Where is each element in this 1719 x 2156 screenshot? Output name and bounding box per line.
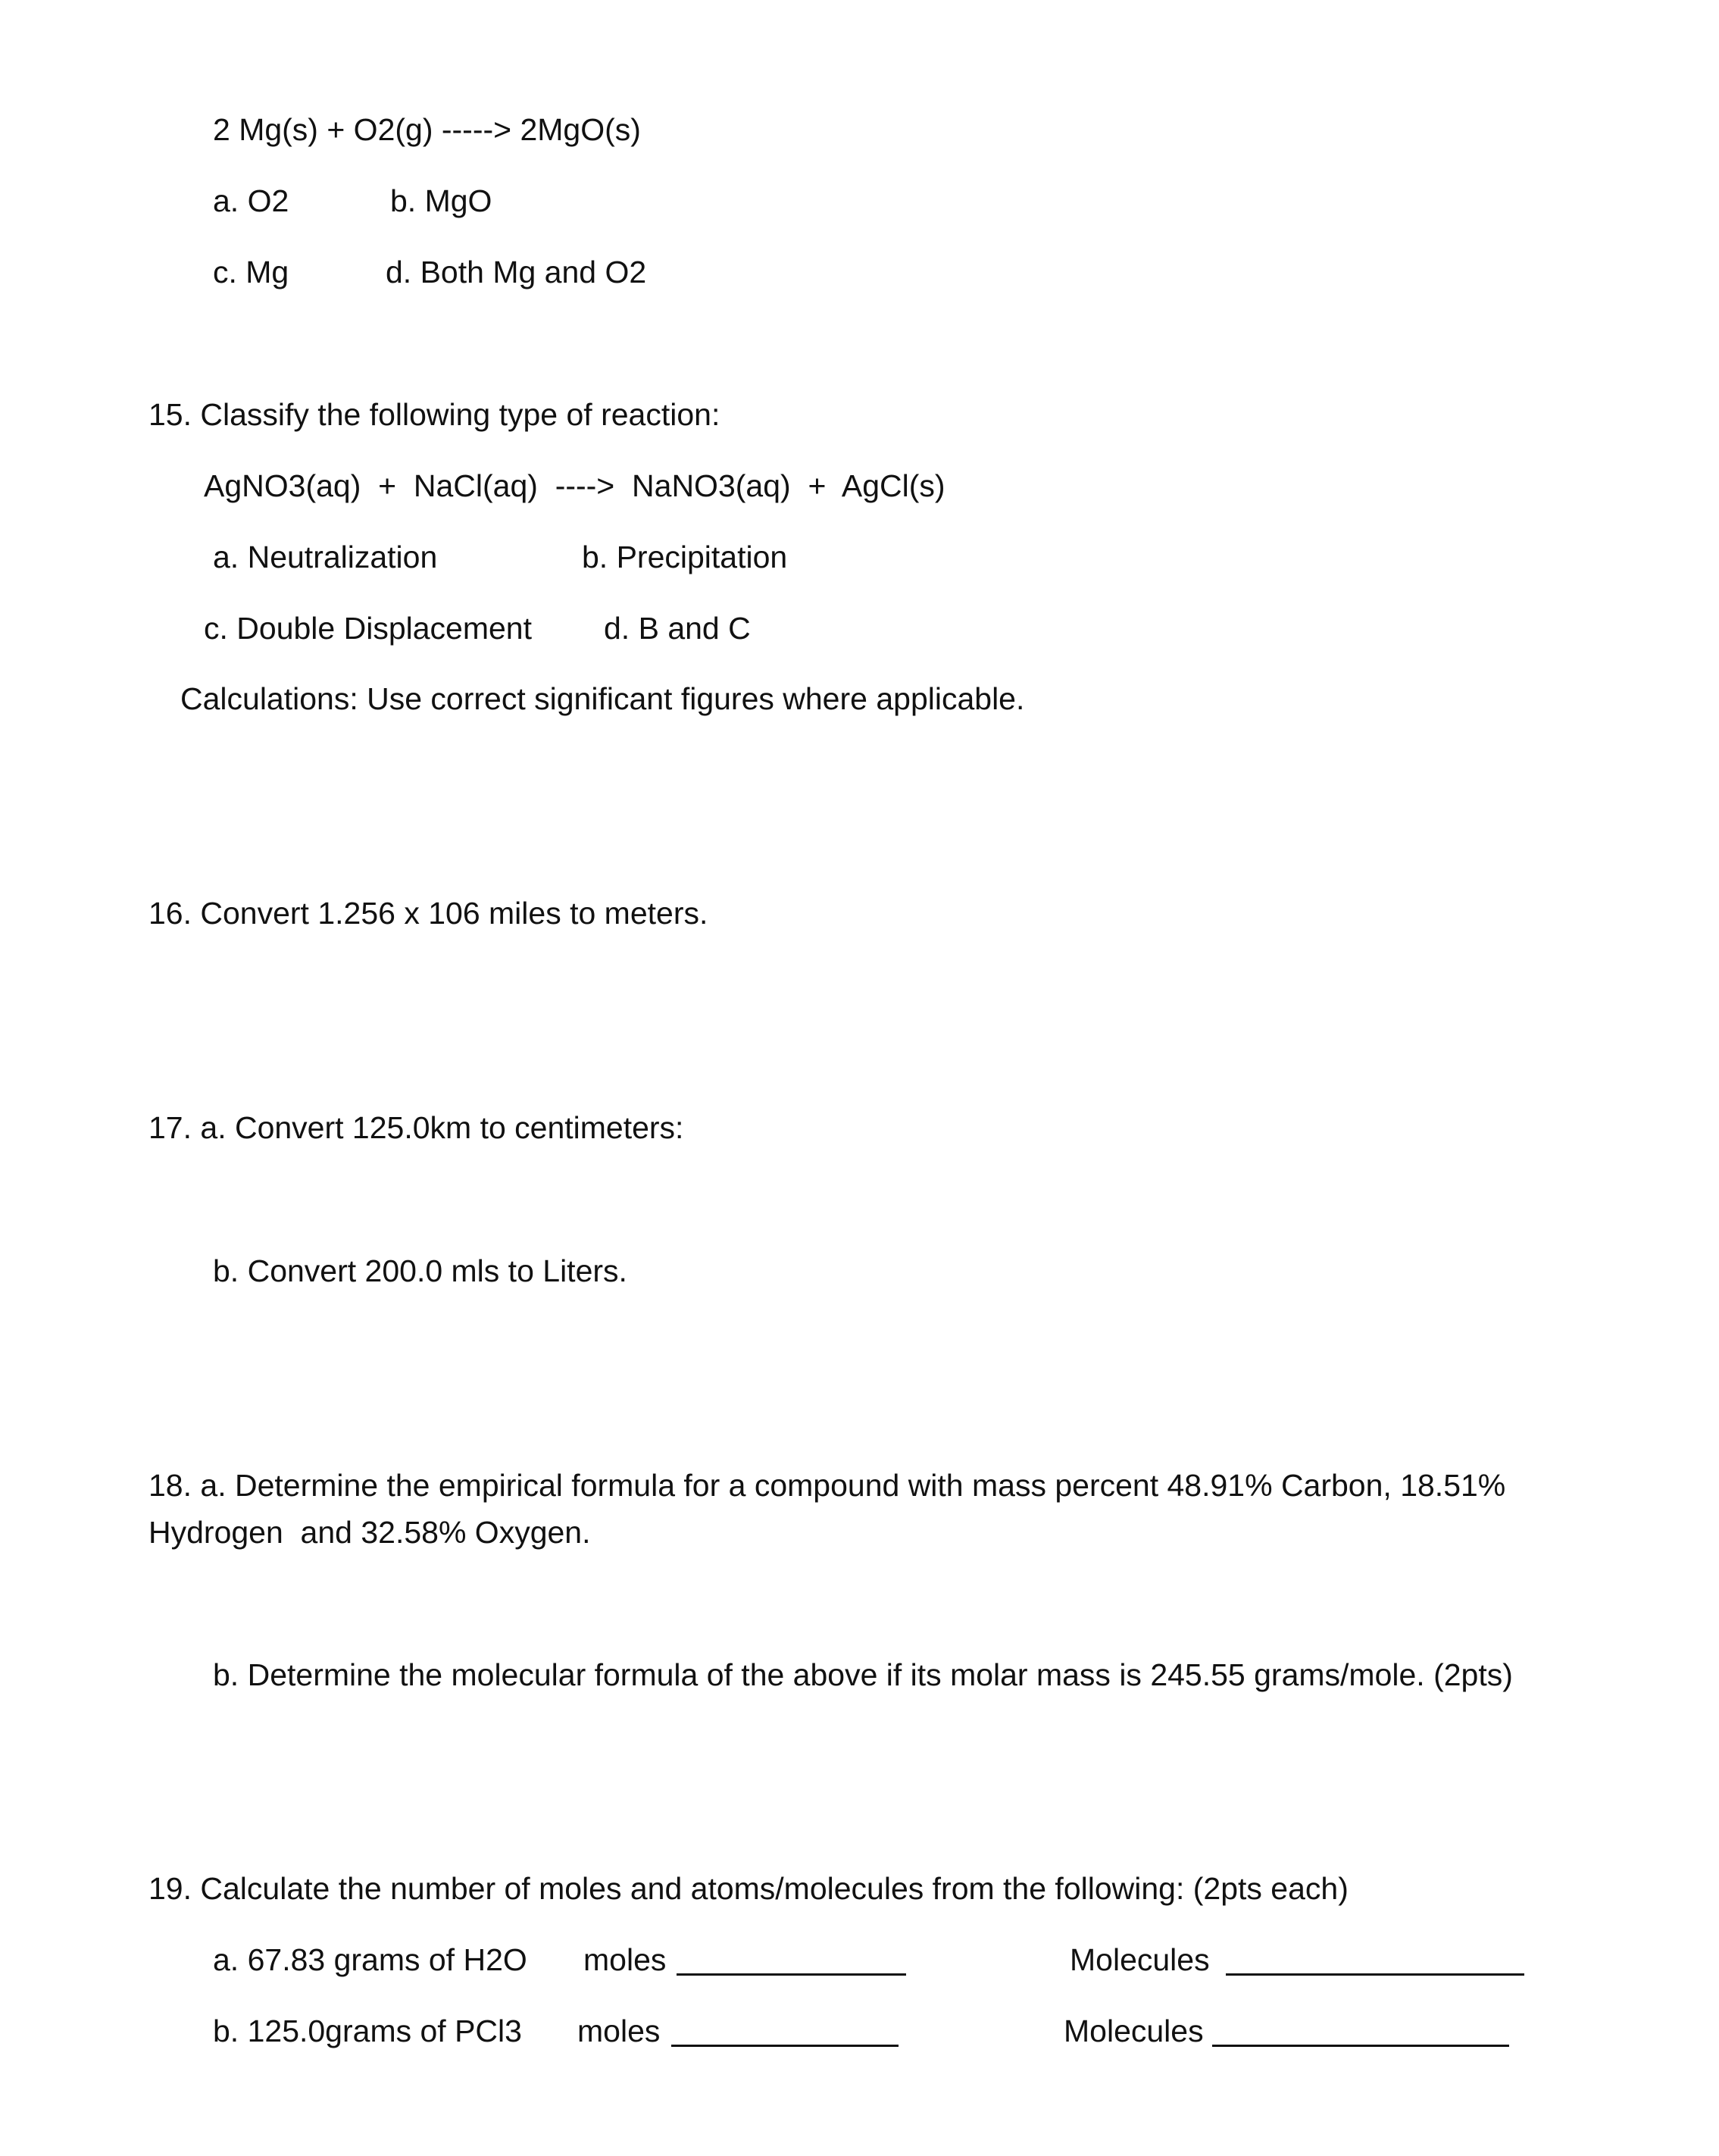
q19-row-b-moles-label: moles <box>577 2014 661 2048</box>
q14-option-b: b. MgO <box>390 183 492 218</box>
q15-option-a: a. Neutralization <box>213 540 438 574</box>
q15-equation: AgNO3(aq) + NaCl(aq) ----> NaNO3(aq) + AgCl(s) <box>204 468 945 503</box>
q17-part-b: b. Convert 200.0 mls to Liters. <box>213 1253 627 1288</box>
q18-part-a-line2: Hydrogen and 32.58% Oxygen. <box>148 1515 591 1550</box>
q19-row-b-molecules-blank[interactable] <box>1212 2045 1509 2047</box>
q18-part-b: b. Determine the molecular formula of the above if its molar mass is 245.55 grams/mole. (2pts) <box>213 1657 1513 1692</box>
q19-row-a-label: a. 67.83 grams of H2O <box>213 1942 527 1977</box>
q18-part-a-line1: 18. a. Determine the empirical formula for a compound with mass percent 48.91% Carbon, 18.51% <box>148 1468 1506 1503</box>
q19-row-b-label: b. 125.0grams of PCl3 <box>213 2014 522 2048</box>
q17-part-a: 17. a. Convert 125.0km to centimeters: <box>148 1110 684 1145</box>
q14-equation: 2 Mg(s) + O2(g) -----> 2MgO(s) <box>213 112 641 147</box>
q19-question: 19. Calculate the number of moles and atoms/molecules from the following: (2pts each) <box>148 1871 1349 1906</box>
q19-row-a-moles-blank[interactable] <box>677 1973 906 1976</box>
q19-row-b-molecules-label: Molecules <box>1064 2014 1204 2048</box>
calculations-header: Calculations: Use correct significant figures where applicable. <box>180 681 1025 716</box>
q19-row-a-molecules-blank[interactable] <box>1226 1973 1524 1976</box>
q19-row-a-molecules-label: Molecules <box>1070 1942 1210 1977</box>
q15-option-b: b. Precipitation <box>582 540 788 574</box>
q16-question: 16. Convert 1.256 x 106 miles to meters. <box>148 896 708 931</box>
q14-option-a: a. O2 <box>213 183 289 218</box>
q15-option-d: d. B and C <box>604 611 751 646</box>
q15-question: 15. Classify the following type of reaction: <box>148 397 720 432</box>
q19-row-b-moles-blank[interactable] <box>671 2045 899 2047</box>
q14-option-d: d. Both Mg and O2 <box>386 255 647 289</box>
q14-option-c: c. Mg <box>213 255 289 289</box>
q19-row-a-moles-label: moles <box>583 1942 667 1977</box>
q15-option-c: c. Double Displacement <box>204 611 532 646</box>
